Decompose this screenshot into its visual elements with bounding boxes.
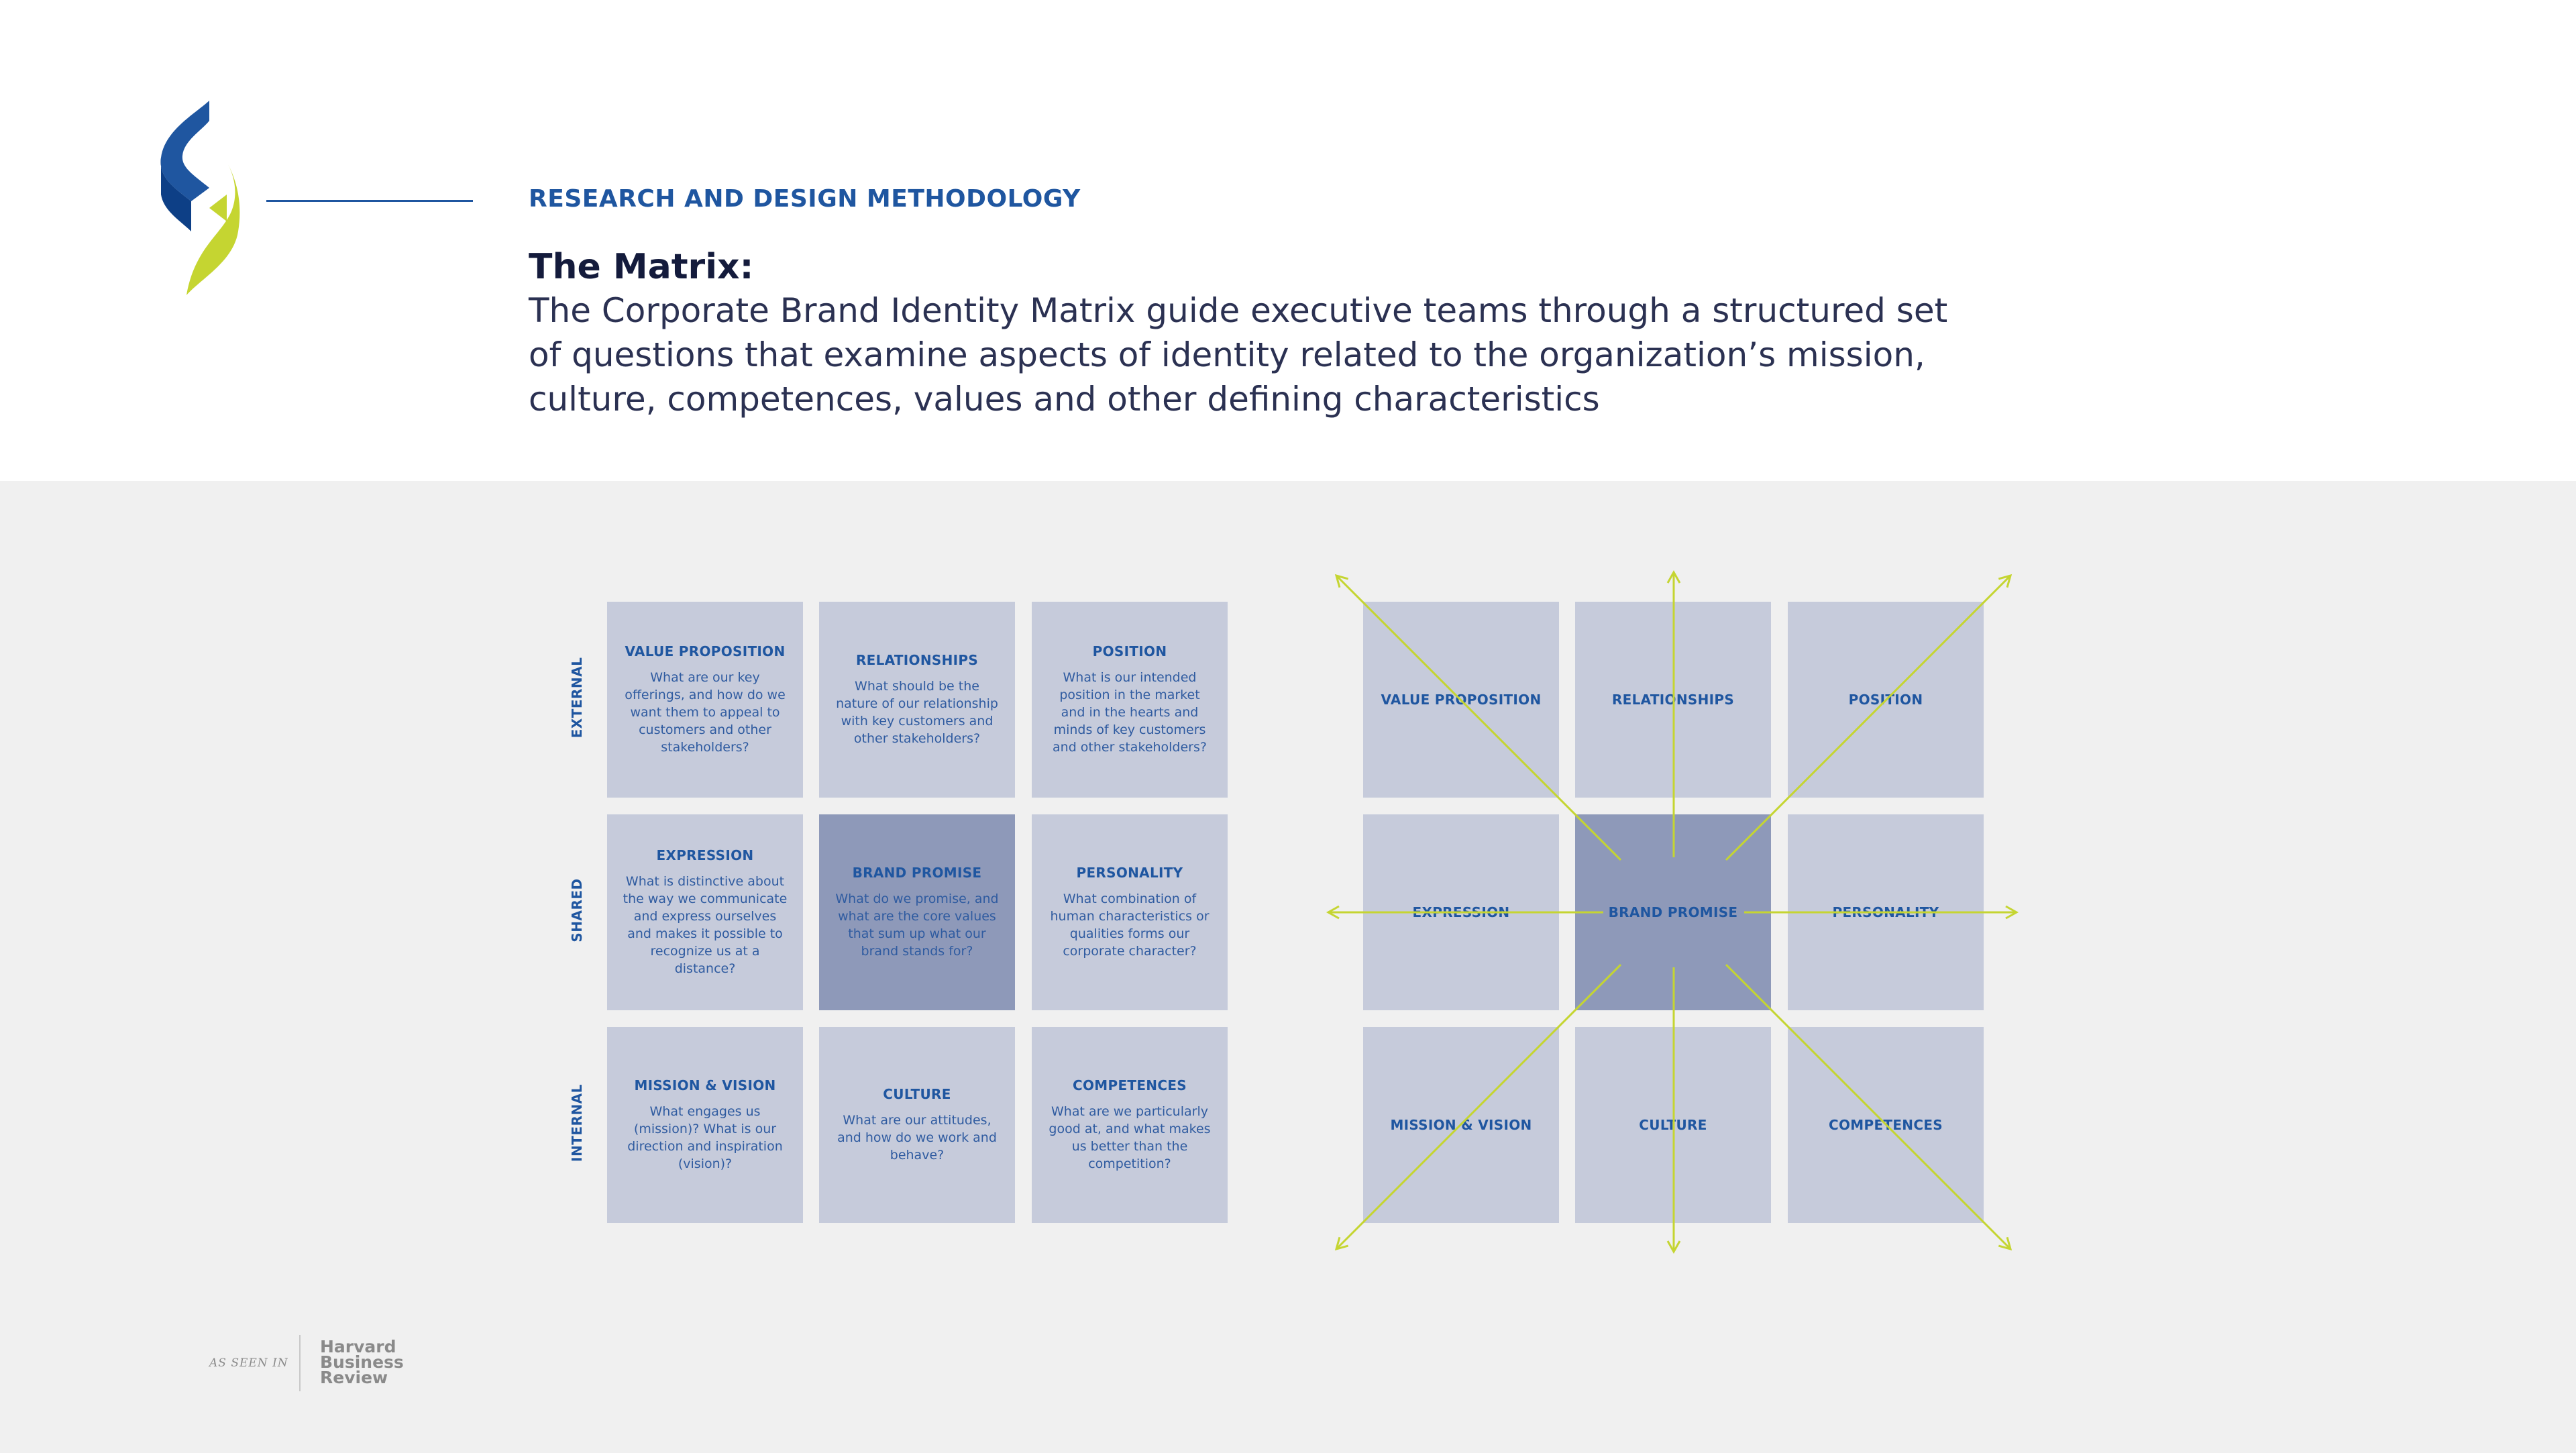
cell-title: PERSONALITY bbox=[1076, 865, 1183, 881]
cell-description: What engages us (mission)? What is our direction and inspiration (vision)? bbox=[627, 1104, 783, 1171]
cell-title: POSITION bbox=[1092, 643, 1167, 659]
content-area bbox=[0, 481, 2576, 1453]
row-label-internal: INTERNAL bbox=[569, 1084, 585, 1162]
cell-title: COMPETENCES bbox=[1073, 1077, 1187, 1093]
header-rule bbox=[266, 200, 473, 202]
cell-title: EXPRESSION bbox=[1412, 904, 1510, 920]
hbr-logo-line: Review bbox=[320, 1368, 388, 1387]
page-title: The Matrix: bbox=[529, 247, 754, 287]
cell-description: What are our attitudes, and how do we work and behave? bbox=[837, 1113, 997, 1163]
cell-title: EXPRESSION bbox=[656, 847, 754, 863]
cell-title: CULTURE bbox=[1639, 1117, 1707, 1133]
hbr-logo-line: Business bbox=[320, 1352, 404, 1372]
footer-divider bbox=[299, 1335, 301, 1391]
cell-title: RELATIONSHIPS bbox=[1611, 692, 1735, 708]
cell-title: COMPETENCES bbox=[1829, 1117, 1943, 1133]
matrix-right-cell-value-proposition bbox=[1363, 602, 1559, 798]
matrix-right-cell-position bbox=[1788, 602, 1984, 798]
cell-title: VALUE PROPOSITION bbox=[625, 643, 786, 659]
cell-title: MISSION & VISION bbox=[634, 1077, 776, 1093]
cell-title: RELATIONSHIPS bbox=[855, 652, 979, 668]
cell-title: BRAND PROMISE bbox=[1608, 904, 1738, 920]
section-eyebrow: RESEARCH AND DESIGN METHODOLOGY bbox=[529, 185, 1081, 213]
matrix-cell-value-proposition bbox=[607, 602, 803, 798]
matrix-right-cell-mission-vision bbox=[1363, 1027, 1559, 1223]
matrix-cell-competences bbox=[1032, 1027, 1228, 1223]
row-label-shared: SHARED bbox=[569, 878, 585, 943]
matrix-right-cell-expression bbox=[1363, 814, 1559, 1010]
matrix-cell-personality bbox=[1032, 814, 1228, 1010]
matrix-cell-culture bbox=[819, 1027, 1015, 1223]
matrix-cell-expression bbox=[607, 814, 803, 1010]
hbr-logo bbox=[320, 1339, 404, 1385]
matrix-right-cell-brand-promise bbox=[1575, 814, 1771, 1010]
cell-title: CULTURE bbox=[883, 1086, 951, 1102]
matrix-cell-relationships bbox=[819, 602, 1015, 798]
cell-title: POSITION bbox=[1848, 692, 1923, 708]
cell-description: What are our key offerings, and how do we want them to appeal to customers and other stakeholders? bbox=[625, 670, 786, 755]
matrix-right-cell-competences bbox=[1788, 1027, 1984, 1223]
cell-description: What are we particularly good at, and what makes us better than the competition? bbox=[1049, 1104, 1211, 1171]
matrix-cell-brand-promise bbox=[819, 814, 1015, 1010]
cell-description: What is distinctive about the way we communicate and express ourselves and makes it possible to recognize us at a distance? bbox=[623, 874, 788, 976]
as-seen-in-label: AS SEEN IN bbox=[209, 1356, 288, 1370]
page-subtitle: The Corporate Brand Identity Matrix guide executive teams through a structured set of questions that examine aspects of identity related to the organization’s mission, culture, competences, values and other defining characteristics bbox=[529, 291, 1948, 419]
hbr-logo-line: Harvard bbox=[320, 1337, 396, 1356]
cell-description: What do we promise, and what are the core values that sum up what our brand stands for? bbox=[835, 892, 999, 959]
brand-logo-icon bbox=[154, 101, 241, 295]
cell-title: BRAND PROMISE bbox=[852, 865, 982, 881]
cell-description: What combination of human characteristics or qualities forms our corporate character? bbox=[1050, 892, 1210, 959]
cell-title: VALUE PROPOSITION bbox=[1381, 692, 1542, 708]
matrix-right-cell-personality bbox=[1788, 814, 1984, 1010]
cell-description: What should be the nature of our relationship with key customers and other stakeholders? bbox=[836, 679, 998, 746]
cell-title: PERSONALITY bbox=[1832, 904, 1939, 920]
matrix-cell-position bbox=[1032, 602, 1228, 798]
matrix-cell-mission-vision bbox=[607, 1027, 803, 1223]
row-label-external: EXTERNAL bbox=[569, 657, 585, 739]
matrix-right-cell-relationships bbox=[1575, 602, 1771, 798]
cell-description: What is our intended position in the market and in the hearts and minds of key customers and other stakeholders? bbox=[1053, 670, 1207, 755]
cell-title: MISSION & VISION bbox=[1390, 1117, 1532, 1133]
matrix-right-cell-culture bbox=[1575, 1027, 1771, 1223]
